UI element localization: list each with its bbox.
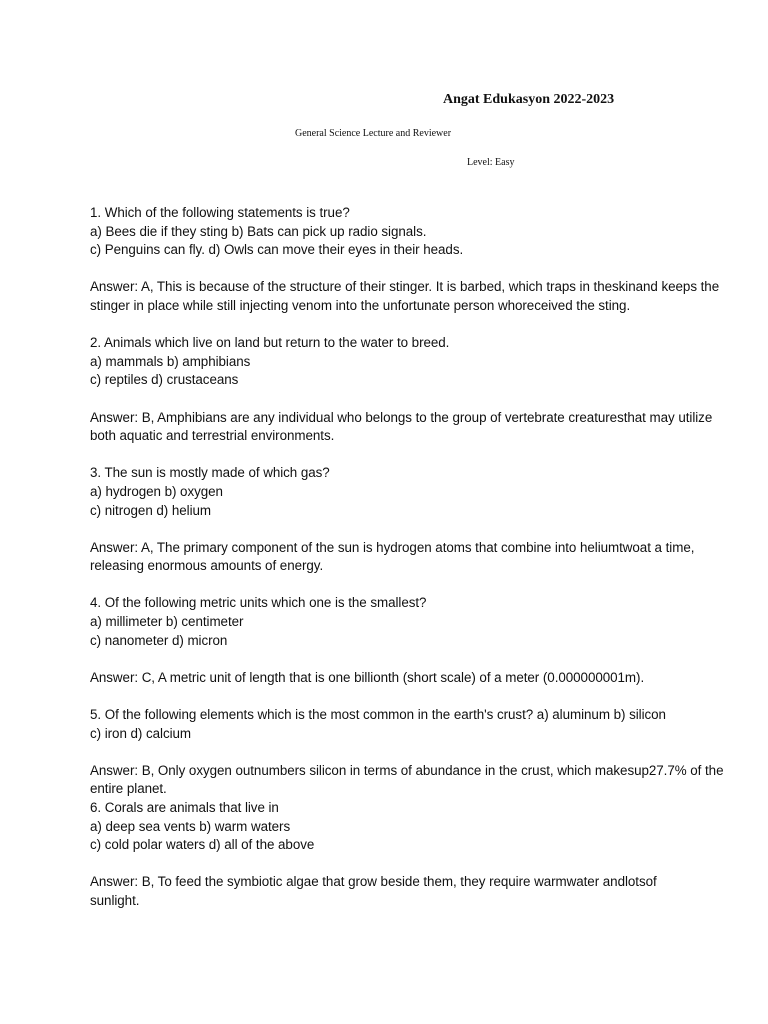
answer-4-line-1: Answer: C, A metric unit of length that is one billionth (short scale) of a meter (0.000000001m). (90, 669, 645, 685)
question-3-options-line-1: a) hydrogen b) oxygen (90, 483, 223, 499)
question-1-options-line-1: a) Bees die if they sting b) Bats can pick up radio signals. (90, 223, 427, 239)
answer-6-line-2: sunlight. (90, 892, 140, 908)
answer-6-line-1: Answer: B, To feed the symbiotic algae that grow beside them, they require warmwater andlotsof (90, 874, 657, 890)
question-3-options-line-2: c) nitrogen d) helium (90, 502, 212, 518)
question-6-text: 6. Corals are animals that live in (90, 800, 279, 815)
spacer (90, 855, 755, 874)
spacer (90, 316, 755, 335)
question-6-options-line-2: c) cold polar waters d) all of the above (90, 837, 315, 853)
question-5-options-line-1: c) iron d) calcium (90, 725, 192, 741)
question-2-text: 2. Animals which live on land but return to the water to breed. (90, 335, 450, 351)
question-4-text: 4. Of the following metric units which one is the smallest? (90, 595, 427, 611)
answer-2-line-2: both aquatic and terrestrial environments. (90, 428, 335, 444)
document-title: Angat Edukasyon 2022-2023 (443, 92, 615, 107)
answer-1-line-1: Answer: A, This is because of the structure of their stinger. It is barbed, which traps in theskinand keeps the (90, 279, 720, 295)
question-3-text: 3. The sun is mostly made of which gas? (90, 465, 330, 481)
spacer (90, 743, 755, 762)
question-1-text: 1. Which of the following statements is true? (90, 205, 350, 220)
question-1-options-line-2: c) Penguins can fly. d) Owls can move their eyes in their heads. (90, 242, 464, 258)
answer-2-line-1: Answer: B, Amphibians are any individual who belongs to the group of vertebrate creaturesthat may utilize (90, 409, 713, 425)
question-list (90, 204, 755, 911)
difficulty-level: Level: Easy (467, 157, 515, 168)
spacer (90, 687, 755, 706)
spacer (90, 520, 755, 539)
answer-5-line-1: Answer: B, Only oxygen outnumbers silicon in terms of abundance in the crust, which makesup27.7% of the (90, 762, 724, 778)
answer-5-line-2: entire planet. (90, 781, 167, 797)
answer-3-line-2: releasing enormous amounts of energy. (90, 558, 324, 574)
spacer (90, 390, 755, 409)
spacer (90, 260, 755, 279)
spacer (90, 446, 755, 465)
question-6-options-line-1: a) deep sea vents b) warm waters (90, 818, 291, 834)
document-subtitle: General Science Lecture and Reviewer (295, 128, 452, 139)
answer-3-line-1: Answer: A, The primary component of the sun is hydrogen atoms that combine into heliumtwoat a time, (90, 539, 695, 555)
answer-1-line-2: stinger in place while still injecting venom into the unfortunate person whoreceived the sting. (90, 297, 631, 313)
question-5-text: 5. Of the following elements which is the most common in the earth's crust? a) aluminum b) silicon (90, 707, 666, 723)
question-2-options-line-2: c) reptiles d) crustaceans (90, 372, 239, 388)
question-4-options-line-1: a) millimeter b) centimeter (90, 614, 244, 630)
question-4-options-line-2: c) nanometer d) micron (90, 632, 228, 648)
spacer (90, 650, 755, 669)
question-2-options-line-1: a) mammals b) amphibians (90, 353, 251, 369)
spacer (90, 576, 755, 595)
